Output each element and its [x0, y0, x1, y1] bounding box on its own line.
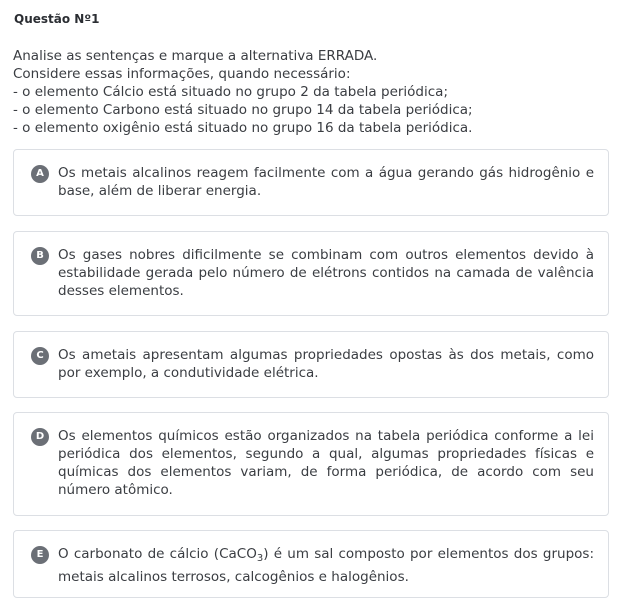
option-text: Os ametais apresentam algumas propriedades opostas às dos metais, como por exemplo, a condutividade elétrica.: [58, 347, 594, 381]
option-text-part: O carbonato de cálcio (CaCO: [58, 546, 257, 562]
option-text-part: ) é um sal composto por elementos dos grupos: metais alcalinos terrosos, calcogênios e halogênios.: [58, 546, 594, 585]
statement-line: - o elemento Carbono está situado no grupo 14 da tabela periódica;: [13, 102, 473, 118]
statement-line: - o elemento oxigênio está situado no grupo 16 da tabela periódica.: [13, 120, 473, 136]
option-text: Os gases nobres dificilmente se combinam com outros elementos devido à estabilidade gerada pelo número de elétrons contidos na camada de valência desses elementos.: [58, 247, 594, 299]
chemical-subscript: 3: [256, 553, 264, 564]
option-e[interactable]: [13, 530, 609, 598]
option-text: [58, 545, 594, 586]
option-letter-badge: C: [31, 347, 49, 365]
option-b[interactable]: [13, 231, 609, 316]
statement-line: - o elemento Cálcio está situado no grupo 2 da tabela periódica;: [13, 84, 448, 100]
question-statement: [13, 47, 613, 137]
statement-line: Considere essas informações, quando necessário:: [13, 66, 351, 82]
option-letter-badge: B: [31, 247, 49, 265]
option-letter-badge: A: [31, 165, 49, 183]
option-letter-badge: D: [31, 428, 49, 446]
option-letter-badge: E: [31, 546, 49, 564]
option-c[interactable]: [13, 331, 609, 398]
option-d[interactable]: [13, 412, 609, 516]
option-text: Os metais alcalinos reagem facilmente com a água gerando gás hidrogênio e base, além de liberar energia.: [58, 165, 594, 199]
option-text: Os elementos químicos estão organizados na tabela periódica conforme a lei periódica dos elementos, segundo a qual, algumas propriedades físicas e químicas dos elementos variam, de forma periódica, de acordo com seu número atômico.: [58, 428, 594, 498]
statement-line: Analise as sentenças e marque a alternativa ERRADA.: [13, 48, 378, 64]
option-a[interactable]: [13, 149, 609, 216]
question-title: Questão Nº1: [14, 12, 100, 26]
